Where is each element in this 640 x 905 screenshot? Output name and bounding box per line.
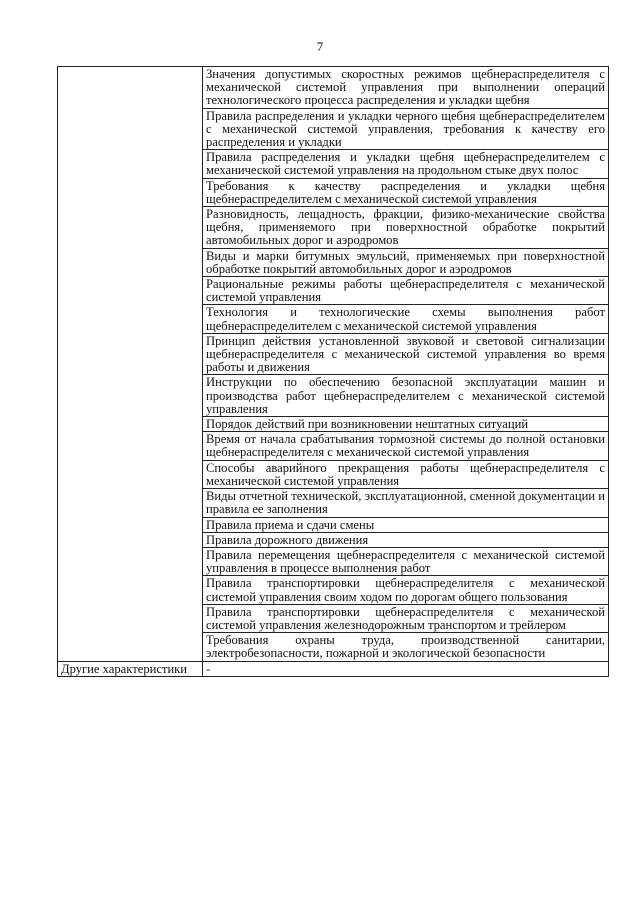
knowledge-item: Рациональные режимы работы щебнераспределителя с механической системой управления <box>203 277 609 305</box>
knowledge-item: Правила транспортировки щебнераспределителя с механической системой управления своим ходом по дорогам общего пользования <box>203 576 609 604</box>
knowledge-item: Принцип действия установленной звуковой и световой сигнализации щебнераспределителя с механической системой управления во время работы и движения <box>203 333 609 375</box>
other-characteristics-value: - <box>203 661 609 676</box>
requirements-table <box>57 66 609 677</box>
knowledge-item: Технология и технологические схемы выполнения работ щебнераспределителем с механической системой управления <box>203 305 609 333</box>
knowledge-label-cell <box>58 67 203 662</box>
knowledge-item: Порядок действий при возникновении нештатных ситуаций <box>203 417 609 432</box>
knowledge-item: Виды и марки битумных эмульсий, применяемых при поверхностной обработке покрытий автомобильных дорог и аэродромов <box>203 248 609 276</box>
knowledge-item: Требования к качеству распределения и укладки щебня щебнераспределителем с механической системой управления <box>203 178 609 206</box>
knowledge-item: Способы аварийного прекращения работы щебнераспределителя с механической системой управления <box>203 460 609 488</box>
knowledge-item: Правила перемещения щебнераспределителя с механической системой управления в процессе выполнения работ <box>203 547 609 575</box>
knowledge-item: Значения допустимых скоростных режимов щебнераспределителя с механической системой управления при выполнении операций технологического процесса распределения и укладки щебня <box>203 67 609 109</box>
table-row <box>58 67 609 109</box>
knowledge-item: Правила дорожного движения <box>203 532 609 547</box>
knowledge-rows <box>58 67 609 662</box>
knowledge-item: Инструкции по обеспечению безопасной эксплуатации машин и производства работ щебнераспределителем с механической системой управления <box>203 375 609 417</box>
other-characteristics-label: Другие характеристики <box>58 661 203 676</box>
knowledge-item: Требования охраны труда, производственной санитарии, электробезопасности, пожарной и экологической безопасности <box>203 633 609 661</box>
knowledge-item: Правила приема и сдачи смены <box>203 517 609 532</box>
table-row <box>58 661 609 676</box>
knowledge-item: Разновидность, лещадность, фракции, физико-механические свойства щебня, применяемого при поверхностной обработке покрытий автомобильных дорог и аэродромов <box>203 207 609 249</box>
knowledge-item: Правила распределения и укладки черного щебня щебнераспределителем с механической системой управления, требования к качеству его распределения и укладки <box>203 108 609 150</box>
knowledge-item: Виды отчетной технической, эксплуатационной, сменной документации и правила ее заполнения <box>203 489 609 517</box>
knowledge-item: Правила распределения и укладки щебня щебнераспределителем с механической системой управления на продольном стыке двух полос <box>203 150 609 178</box>
other-characteristics-rows <box>58 661 609 676</box>
knowledge-item: Время от начала срабатывания тормозной системы до полной остановки щебнераспределителя с механической системой управления <box>203 432 609 460</box>
page-number: 7 <box>316 39 324 54</box>
knowledge-item: Правила транспортировки щебнераспределителя с механической системой управления железнодорожным транспортом и трейлером <box>203 604 609 632</box>
